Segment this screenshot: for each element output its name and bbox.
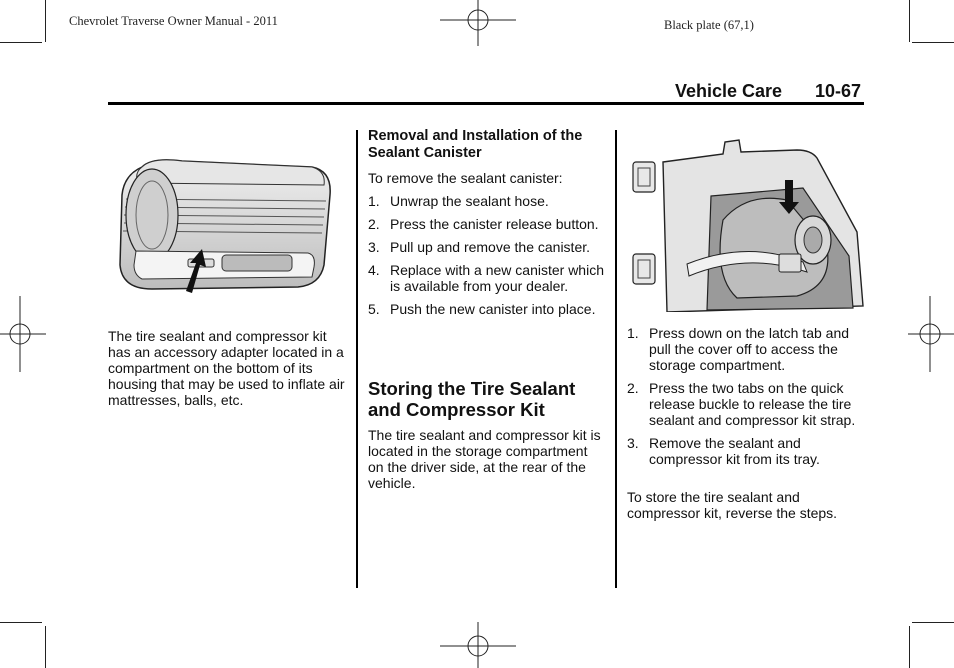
list-item: 5. Push the new canister into place.: [368, 301, 596, 317]
column-divider: [356, 130, 358, 588]
removal-intro: To remove the sealant canister:: [368, 170, 563, 186]
list-item: 1. Press down on the latch tab and pull the cover off to access the storage compartment.: [627, 325, 850, 373]
registration-mark-top: [440, 0, 516, 46]
crop-mark: [912, 42, 954, 43]
header-rule: [108, 102, 864, 105]
caption-col1: The tire sealant and compressor kit has an accessory adapter located in a compartment on the bottom of its housing that may be used to inflate air mattresses, balls, etc.: [108, 328, 345, 408]
list-item: 2. Press the two tabs on the quick release buckle to release the tire sealant and compressor kit strap.: [627, 380, 856, 428]
registration-mark-bottom: [440, 622, 516, 668]
section-title: Vehicle Care: [675, 81, 783, 101]
storing-text: The tire sealant and compressor kit is located in the storage compartment on the driver side, at the rear of the vehicle.: [368, 427, 601, 491]
column-divider: [615, 130, 617, 588]
list-item: 3. Remove the sealant and compressor kit from its tray.: [627, 435, 820, 467]
removal-heading: Removal and Installation of the Sealant Canister: [368, 128, 583, 161]
removal-steps-list: [368, 193, 604, 324]
crop-mark: [0, 42, 42, 43]
crop-mark: [45, 626, 46, 668]
storage-closing: To store the tire sealant and compressor kit, reverse the steps.: [627, 489, 838, 521]
registration-mark-left: [0, 296, 46, 372]
page-number: 10-67: [815, 81, 862, 101]
storage-steps-list: [627, 325, 863, 474]
list-item: 3. Pull up and remove the canister.: [368, 239, 591, 255]
list-item: 2. Press the canister release button.: [368, 216, 599, 232]
crop-mark: [912, 622, 954, 623]
list-item: 4. Replace with a new canister which is available from your dealer.: [368, 262, 604, 294]
slug-left: Chevrolet Traverse Owner Manual - 2011: [69, 14, 278, 28]
crop-mark: [45, 0, 46, 42]
storing-heading: Storing the Tire Sealant and Compressor Kit: [368, 378, 576, 420]
storage-compartment-illustration: [627, 136, 864, 312]
crop-mark: [909, 626, 910, 668]
slug-right: Black plate (67,1): [664, 18, 754, 32]
crop-mark: [909, 0, 910, 42]
list-item: 1. Unwrap the sealant hose.: [368, 193, 549, 209]
crop-mark: [0, 622, 42, 623]
registration-mark-right: [908, 296, 954, 372]
compressor-kit-illustration: [112, 155, 336, 295]
